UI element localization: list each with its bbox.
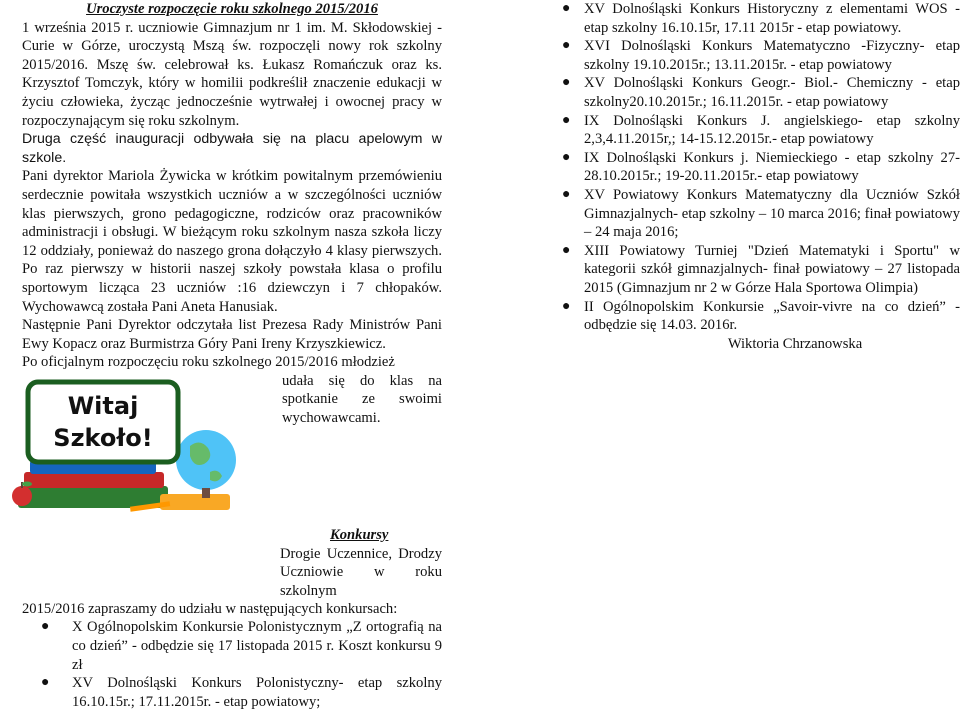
yellow-book-icon	[160, 494, 230, 510]
left-column	[22, 0, 442, 711]
list-item: ● XIII Powiatowy Turniej "Dzień Matematyki i Sportu" w kategorii szkół gimnazjalnych- finał powiatowy – 27 listopada 2015 (Gimnazjum nr 2 w Górze Hala Sportowa Olimpia)	[562, 242, 960, 296]
list-item: ● XV Dolnośląski Konkurs Historyczny z elementami WOS - etap szkolny 16.10.15r, 17.11 2015r - etap powiatowy.	[562, 1, 960, 36]
right-column	[560, 0, 960, 353]
article-paragraph-5-end: udała się do klas na spotkanie ze swoimi wychowawcami.	[282, 372, 442, 427]
apple-icon	[12, 486, 32, 506]
konkursy-intro-left: 2015/2016 zapraszamy do udziału w następujących konkursach:	[22, 600, 398, 617]
list-item: ● X Ogólnopolskim Konkursie Polonistycznym „Z ortografią na co dzień” - odbędzie się 17 listopada 2015 r. Koszt konkursu 9 zł	[41, 619, 442, 673]
bullet-icon: ●	[562, 112, 571, 128]
list-item: ● XVI Dolnośląski Konkurs Matematyczno -Fizyczny- etap szkolny 19.10.2015r.; 13.11.2015r. - etap powiatowy	[562, 38, 960, 73]
list-item: ● II Ogólnopolskim Konkursie „Savoir-vivre na co dzień” - odbędzie się 14.03. 2016r.	[562, 298, 960, 334]
list-item: ● XV Dolnośląski Konkurs Polonistyczny- etap szkolny 16.10.15r.; 17.11.2015r. - etap powiatowy;	[41, 675, 442, 710]
svg-text:Szkoło!: Szkoło!	[53, 423, 153, 452]
konkursy-title: Konkursy	[330, 526, 389, 543]
article-paragraph-1: 1 września 2015 r. uczniowie Gimnazjum nr 1 im. M. Skłodowskiej - Curie w Górze, uroczystą Mszą św. rozpoczęli nowy rok szkolny 2015/2016. Mszę św. celebrował ks. Łukasz Romańczuk oraz ks. Krzysztof Tomczyk, który w homilii podkreślił znaczenie edukacji w życiu człowieka, życząc jednocześnie wytrwałej i owocnej pracy w rozpoczynającym się roku szkolnym.	[22, 19, 442, 129]
konkursy-intro-right: Drogie Uczennice, Drodzy Uczniowie w roku szkolnym	[280, 545, 442, 600]
bullet-icon: ●	[562, 149, 571, 165]
bullet-icon: ●	[41, 619, 50, 635]
article-paragraph-3: Pani dyrektor Mariola Żywicka w krótkim powitalnym przemówieniu serdecznie powitała wszystkich uczniów a w szczególności uczniów klas pierwszych, grono pedagogiczne, rodziców oraz pracowników administracji i obsługi. W bieżącym roku szkolnym nasza szkoła liczy 12 oddziały, ponieważ do naszego grona dołączyło 4 klasy pierwszych. Po raz pierwszy w historii naszej szkoły powstała klasa o profilu sportowym licząca 23 uczniów :16 dziewczyn i 7 chłopaków. Wychowawcą została Pani Aneta Hanusiak.	[22, 168, 442, 315]
bullet-icon: ●	[562, 75, 571, 91]
article-paragraph-2: Druga część inauguracji odbywała się na placu apelowym w szkole.	[22, 131, 442, 166]
list-item: ● XV Powiatowy Konkurs Matematyczny dla Uczniów Szkół Gimnazjalnych- etap szkolny – 10 marca 2016; finał powiatowy – 24 maja 2016;	[562, 186, 960, 241]
welcome-school-illustration	[10, 376, 242, 516]
list-item: ● IX Dolnośląski Konkurs J. angielskiego- etap szkolny 2,3,4.11.2015r,; 14-15.12.2015r.- etap powiatowy	[562, 112, 960, 148]
signature: Wiktoria Chrzanowska	[727, 335, 863, 352]
konkursy-list-right	[560, 0, 960, 335]
konkursy-list-left	[22, 618, 442, 711]
bullet-icon: ●	[562, 242, 571, 258]
bullet-icon: ●	[562, 38, 571, 54]
bullet-icon: ●	[41, 675, 50, 691]
bullet-icon: ●	[562, 1, 571, 16]
article-title: Uroczyste rozpoczęcie roku szkolnego 2015/2016	[86, 1, 378, 17]
svg-text:Witaj: Witaj	[67, 391, 139, 420]
bullet-icon: ●	[562, 186, 571, 202]
list-item: ● IX Dolnośląski Konkurs j. Niemieckiego - etap szkolny 27-28.10.2015r.; 19-20.11.2015r.- etap powiatowy	[562, 149, 960, 185]
image-section	[22, 372, 442, 524]
article-paragraph-4: Następnie Pani Dyrektor odczytała list Prezesa Rady Ministrów Pani Ewy Kopacz oraz Burmistrza Góry Pani Ireny Krzyszkiewicz.	[22, 317, 442, 352]
article-paragraph-5-start: Po oficjalnym rozpoczęciu roku szkolnego 2015/2016 młodzież	[22, 354, 395, 371]
list-item: ● XV Dolnośląski Konkurs Geogr.- Biol.- Chemiczny - etap szkolny20.10.2015r.; 16.11.2015r. - etap powiatowy	[562, 75, 960, 110]
red-book-icon	[24, 472, 164, 488]
bullet-icon: ●	[562, 298, 571, 314]
